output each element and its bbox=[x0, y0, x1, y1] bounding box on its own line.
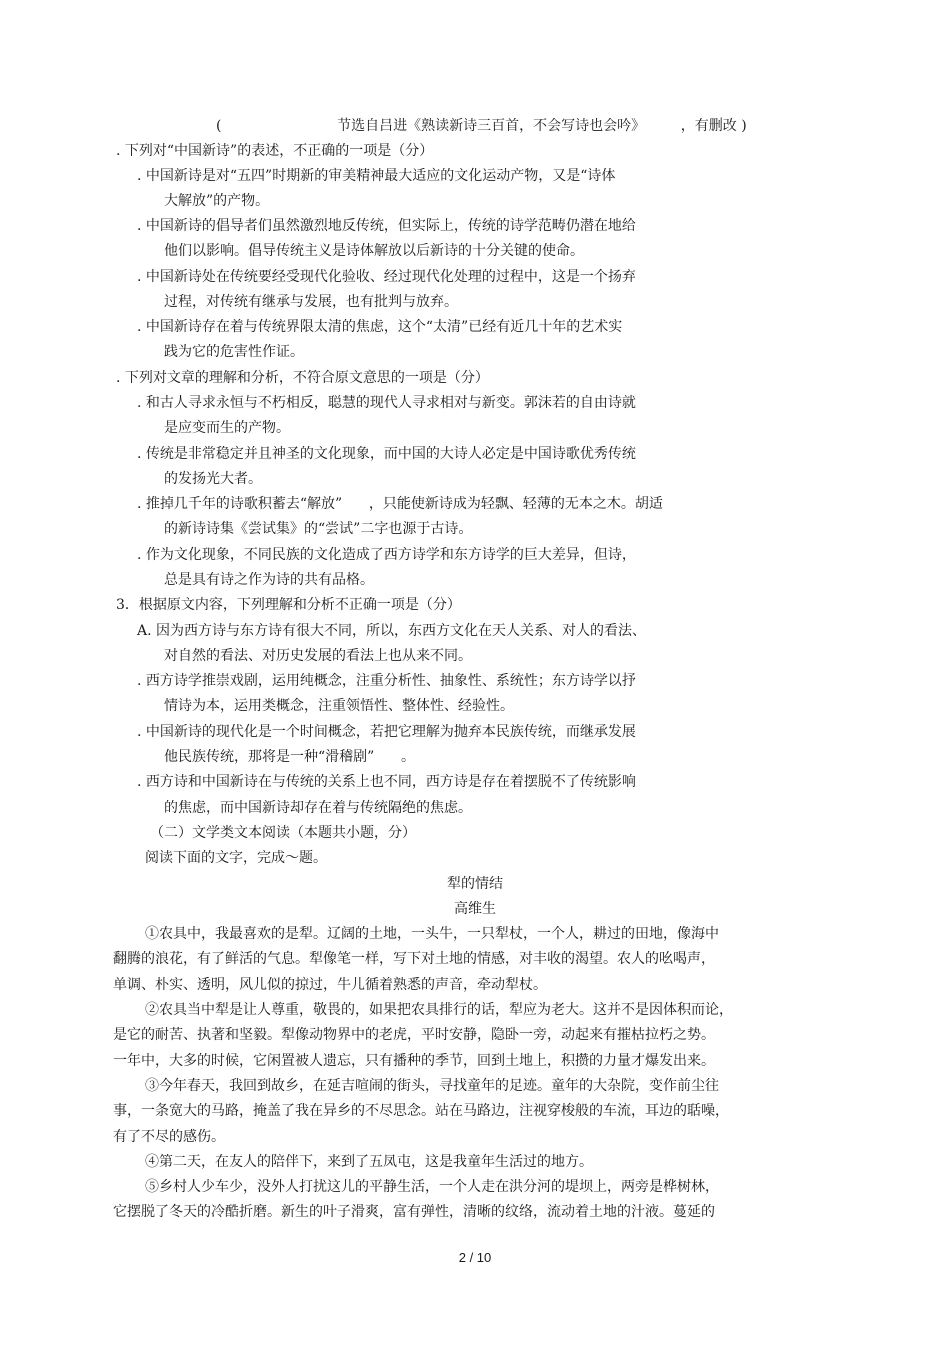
q3-option-c-cont: 他民族传统，那将是一种“滑稽剧” 。 bbox=[164, 749, 416, 765]
page-number: 2 / 10 bbox=[458, 1250, 492, 1265]
article-paragraph-1: ①农具中，我最喜欢的是犁。辽阔的土地，一头牛，一只犁杖，一个人，耕过的田地，像海中 bbox=[145, 926, 719, 942]
q1-option-b: . 中国新诗的倡导者们虽然激烈地反传统，但实际上，传统的诗学范畴仍潜在地给 bbox=[137, 218, 636, 234]
q1-option-d-cont: 践为它的危害性作证。 bbox=[164, 344, 304, 360]
question-2-stem: . 下列对文章的理解和分析，不符合原文意思的一项是（分） bbox=[116, 370, 489, 386]
question-3-stem: 3．根据原文内容，下列理解和分析不正确一项是（分） bbox=[116, 597, 461, 613]
article-paragraph-1-line-2: 翻腾的浪花，有了鲜活的气息。犁像笔一样，写下对土地的情感，对丰收的渴望。农人的吆喝声， bbox=[113, 951, 715, 967]
article-paragraph-3-line-2: 事，一条宽大的马路，掩盖了我在异乡的不尽思念。站在马路边，注视穿梭般的车流，耳边的聒噪， bbox=[113, 1103, 729, 1119]
q2-option-b: . 传统是非常稳定并且神圣的文化现象，而中国的大诗人必定是中国诗歌优秀传统 bbox=[137, 446, 636, 462]
source-citation: ( 节选自吕进《熟读新诗三百首，不会写诗也会吟》 ，有删改 ) bbox=[216, 118, 747, 134]
q1-option-b-cont: 他们以影响。倡导传统主义是诗体解放以后新诗的十分关键的使命。 bbox=[164, 243, 584, 259]
q2-option-b-cont: 的发扬光大者。 bbox=[164, 471, 262, 487]
article-paragraph-5: ⑤乡村人少车少，没外人打扰这儿的平静生活，一个人走在洪分河的堤坝上，两旁是桦树林， bbox=[145, 1179, 719, 1195]
q3-option-a: A. 因为西方诗与东方诗有很大不同，所以，东西方文化在天人关系、对人的看法、 bbox=[137, 623, 647, 639]
article-author: 高维生 bbox=[454, 901, 496, 917]
q3-option-d-cont: 的焦虑，而中国新诗却存在着与传统隔绝的焦虑。 bbox=[164, 800, 472, 816]
q3-option-b-cont: 情诗为本，运用类概念，注重领悟性、整体性、经验性。 bbox=[164, 698, 514, 714]
q3-option-c: . 中国新诗的现代化是一个时间概念，若把它理解为抛弃本民族传统，而继承发展 bbox=[137, 724, 636, 740]
section-instruction: 阅读下面的文字，完成～题。 bbox=[145, 850, 327, 866]
article-paragraph-3: ③今年春天，我回到故乡，在延吉喧闹的街头，寻找童年的足迹。童年的大杂院，变作前尘往 bbox=[145, 1078, 719, 1094]
q2-option-c: . 推掉几千年的诗歌积蓄去“解放” ，只能使新诗成为轻飘、轻薄的无本之木。胡适 bbox=[137, 496, 663, 512]
question-1-stem: . 下列对“中国新诗”的表述，不正确的一项是（分） bbox=[116, 143, 434, 159]
q2-option-c-cont: 的新诗诗集《尝试集》的“尝试”二字也源于古诗。 bbox=[164, 521, 473, 537]
q2-option-a: . 和古人寻求永恒与不朽相反，聪慧的现代人寻求相对与新变。郭沫若的自由诗就 bbox=[137, 395, 636, 411]
article-paragraph-2-line-2: 是它的耐苦、执著和坚毅。犁像动物界中的老虎，平时安静，隐卧一旁，动起来有摧枯拉朽之势。 bbox=[113, 1027, 715, 1043]
q3-option-b: . 西方诗学推崇戏剧，运用纯概念，注重分析性、抽象性、系统性；东方诗学以抒 bbox=[137, 673, 636, 689]
section-heading: （二）文学类文本阅读（本题共小题，分） bbox=[150, 825, 416, 841]
article-paragraph-4: ④第二天，在友人的陪伴下，来到了五凤屯，这是我童年生活过的地方。 bbox=[145, 1154, 593, 1170]
q3-option-a-cont: 对自然的看法、对历史发展的看法上也从来不同。 bbox=[164, 648, 472, 664]
q1-option-c-cont: 过程，对传统有继承与发展，也有批判与放弃。 bbox=[164, 294, 458, 310]
q2-option-d-cont: 总是具有诗之作为诗的共有品格。 bbox=[164, 572, 374, 588]
article-paragraph-5-line-2: 它摆脱了冬天的冷酷折磨。新生的叶子滑爽，富有弹性，清晰的纹络，流动着土地的汁液。蔓延的 bbox=[113, 1204, 715, 1220]
article-paragraph-2: ②农具当中犁是让人尊重，敬畏的，如果把农具排行的话，犁应为老大。这并不是因体积而论， bbox=[145, 1002, 733, 1018]
article-title: 犁的情结 bbox=[447, 876, 503, 892]
q1-option-a-cont: 大解放”的产物。 bbox=[164, 193, 270, 209]
q1-option-d: . 中国新诗存在着与传统界限太清的焦虑，这个“太清”已经有近几十年的艺术实 bbox=[137, 319, 623, 335]
q3-option-d: . 西方诗和中国新诗在与传统的关系上也不同，西方诗是存在着摆脱不了传统影响 bbox=[137, 774, 636, 790]
article-paragraph-2-line-3: 一年中，大多的时候，它闲置被人遗忘，只有播种的季节，回到土地上，积攒的力量才爆发出来。 bbox=[113, 1053, 715, 1069]
q1-option-a: . 中国新诗是对“五四”时期新的审美精神最大适应的文化运动产物，又是“诗体 bbox=[137, 168, 616, 184]
q2-option-a-cont: 是应变而生的产物。 bbox=[164, 420, 290, 436]
article-paragraph-3-line-3: 有了不尽的感伤。 bbox=[113, 1129, 225, 1145]
article-paragraph-1-line-3: 单调、朴实、透明，风儿似的掠过，牛儿循着熟悉的声音，牵动犁杖。 bbox=[113, 977, 547, 993]
q1-option-c: . 中国新诗处在传统要经受现代化验收、经过现代化处理的过程中，这是一个扬弃 bbox=[137, 269, 636, 285]
q2-option-d: . 作为文化现象，不同民族的文化造成了西方诗学和东方诗学的巨大差异，但诗， bbox=[137, 547, 636, 563]
